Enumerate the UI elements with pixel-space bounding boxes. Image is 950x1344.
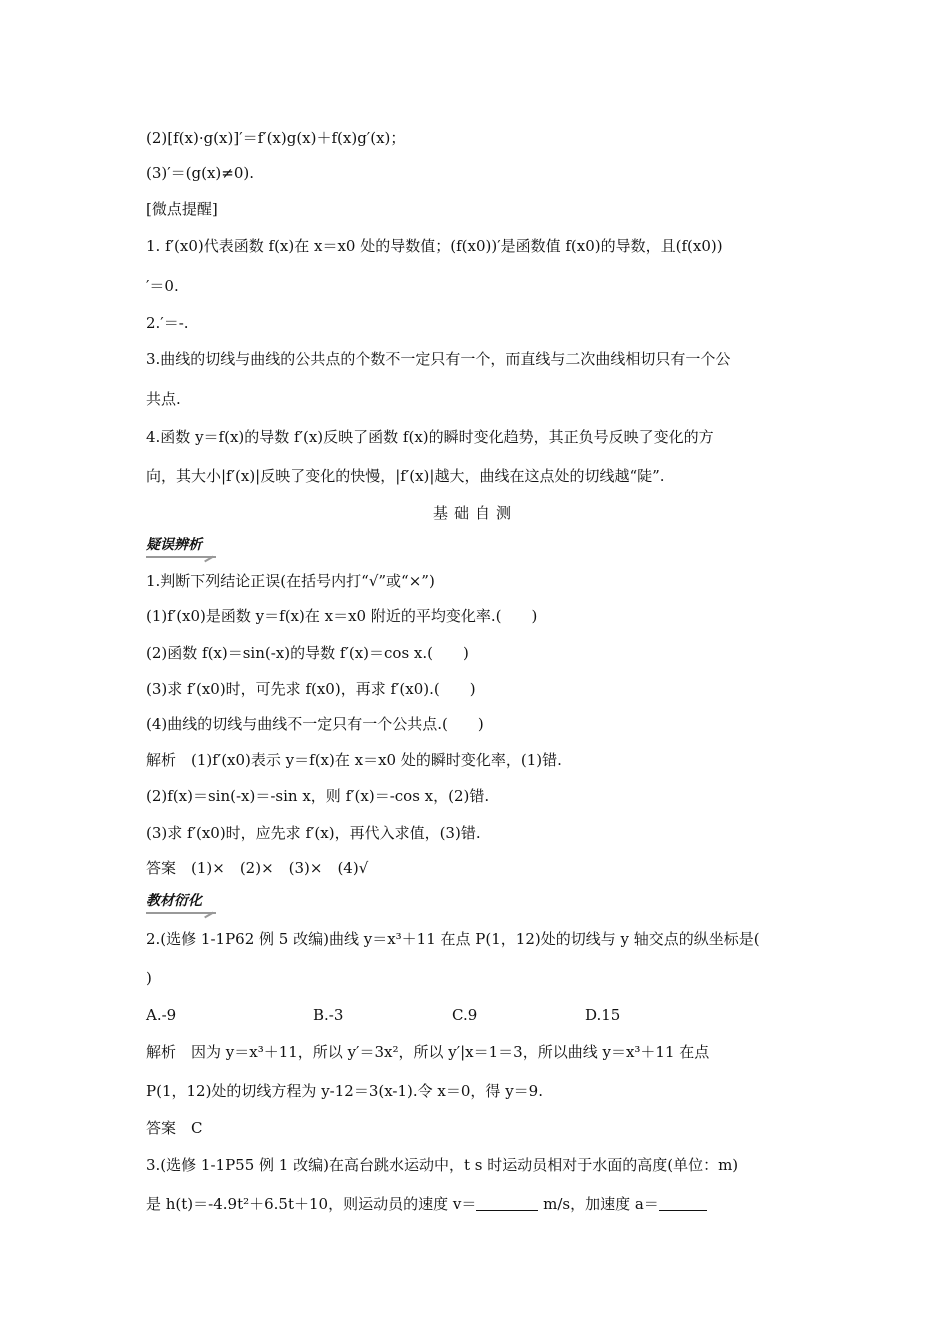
- analysis-1-line-3: (3)求 f′(x0)时，应先求 f′(x)，再代入求值，(3)错.: [146, 824, 481, 842]
- formula-quotient-rule: (3)′＝(g(x)≠0).: [146, 164, 255, 182]
- section-label-textbook: 教材衍化: [146, 892, 216, 914]
- tip-2: 2.′＝-.: [146, 314, 189, 332]
- answer-1: 答案 (1)× (2)× (3)× (4)√: [146, 859, 369, 877]
- section-label-misconceptions: 疑误辨析: [146, 536, 216, 558]
- question-2-line-2: ): [146, 969, 152, 987]
- velocity-blank[interactable]: [476, 1196, 538, 1211]
- question-3-line-2: [146, 1194, 707, 1214]
- option-d: D.15: [585, 1006, 621, 1024]
- question-3-text-b: m/s，加速度 a＝: [538, 1195, 659, 1213]
- analysis-2-line-1: 解析 因为 y＝x³＋11，所以 y′＝3x²，所以 y′|x＝1＝3，所以曲线 y＝x³＋11 在点: [146, 1043, 710, 1061]
- tip-4-line-2: 向，其大小|f′(x)|反映了变化的快慢，|f′(x)|越大，曲线在这点处的切线越“陡”.: [146, 467, 665, 485]
- option-c: C.9: [452, 1006, 478, 1024]
- question-1-item-2: (2)函数 f(x)＝sin(-x)的导数 f′(x)＝cos x.( ): [146, 644, 469, 662]
- tip-1-line-1: 1. f′(x0)代表函数 f(x)在 x＝x0 处的导数值；(f(x0))′是函数值 f(x0)的导数，且(f(x0)): [146, 237, 723, 255]
- question-1-item-1: (1)f′(x0)是函数 y＝f(x)在 x＝x0 附近的平均变化率.( ): [146, 607, 538, 625]
- question-1-stem: 1.判断下列结论正误(在括号内打“√”或“×”): [146, 572, 435, 590]
- option-a: A.-9: [146, 1006, 177, 1024]
- question-3-line-1: 3.(选修 1-1P55 例 1 改编)在高台跳水运动中，t s 时运动员相对于水面的高度(单位：m): [146, 1156, 739, 1174]
- tip-4-line-1: 4.函数 y＝f(x)的导数 f′(x)反映了函数 f(x)的瞬时变化趋势，其正负号反映了变化的方: [146, 428, 714, 446]
- question-1-item-3: (3)求 f′(x0)时，可先求 f(x0)，再求 f′(x0).( ): [146, 680, 476, 698]
- analysis-1-line-1: 解析 (1)f′(x0)表示 y＝f(x)在 x＝x0 处的瞬时变化率，(1)错.: [146, 751, 562, 769]
- tip-3-line-2: 共点.: [146, 390, 181, 408]
- tip-1-line-2: ′＝0.: [146, 277, 179, 295]
- tip-heading: [微点提醒]: [146, 200, 218, 218]
- analysis-2-line-2: P(1，12)处的切线方程为 y-12＝3(x-1).令 x＝0，得 y＝9.: [146, 1082, 543, 1100]
- analysis-1-line-2: (2)f(x)＝sin(-x)＝-sin x，则 f′(x)＝-cos x，(2)错.: [146, 787, 490, 805]
- tip-3-line-1: 3.曲线的切线与曲线的公共点的个数不一定只有一个，而直线与二次曲线相切只有一个公: [146, 350, 731, 368]
- option-b: B.-3: [313, 1006, 344, 1024]
- acceleration-blank[interactable]: [659, 1196, 707, 1211]
- section-title: 基础自测: [432, 504, 517, 522]
- formula-product-rule: (2)[f(x)·g(x)]′＝f′(x)g(x)＋f(x)g′(x)；: [146, 129, 406, 147]
- question-2-line-1: 2.(选修 1-1P62 例 5 改编)曲线 y＝x³＋11 在点 P(1，12)处的切线与 y 轴交点的纵坐标是(: [146, 930, 760, 948]
- question-3-text-a: 是 h(t)＝-4.9t²＋6.5t＋10，则运动员的速度 v＝: [146, 1195, 477, 1213]
- answer-2: 答案 C: [146, 1119, 203, 1137]
- question-1-item-4: (4)曲线的切线与曲线不一定只有一个公共点.( ): [146, 715, 484, 733]
